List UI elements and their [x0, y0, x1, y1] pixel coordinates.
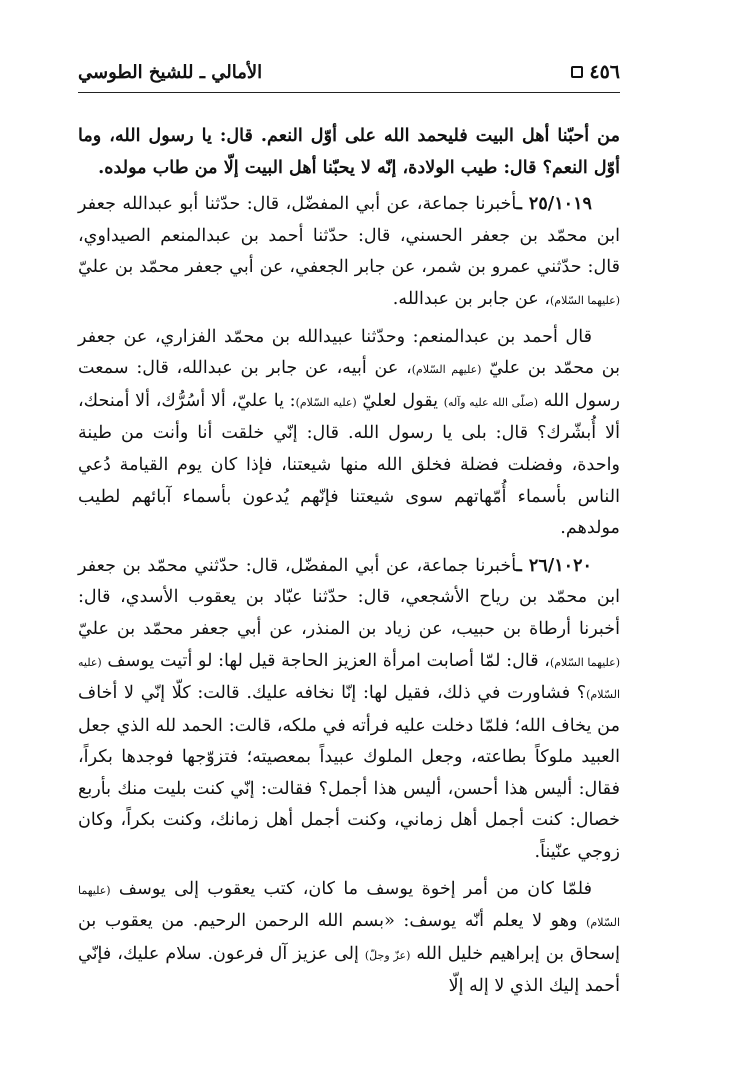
paragraph-text: أخبرنا جماعة، عن أبي المفضّل، قال: حدّثنا أبو عبدالله جعفر ابن محمّد بن جعفر الحسني، قال: حدّثنا أحمد بن عبدالمنعم الصيداوي، قال: حدّثني عمرو بن شمر، عن جابر الجعفي، عن أبي جعفر محمّد بن عليّ: [78, 194, 620, 278]
page-number: [571, 61, 620, 83]
body-text: [78, 120, 620, 1008]
paragraph-1: من أحبّنا أهل البيت فليحمد الله على أوّل النعم. قال: يا رسول الله، وما أوّل النعم؟ قال: طيب الولادة، إنّه لا يحبّنا أهل البيت إلّا من طاب مولده.: [78, 125, 620, 178]
paragraph-text: ، عن أبيه، عن جابر بن عبدالله، قال: سمعت رسول الله: [78, 358, 620, 411]
paragraph-text: ، عن جابر بن عبدالله.: [392, 288, 551, 309]
honorific: (عليه السّلام): [295, 395, 357, 409]
paragraph-text: وهو لا يعلم أنّه يوسف: «بسم الله الرحمن الرحيم. من يعقوب بن إسحاق بن إبراهيم خليل الله: [78, 911, 620, 964]
hadith-paragraph: [78, 874, 620, 1003]
page-header: [78, 52, 620, 93]
page-number-text: ٤٥٦: [589, 61, 620, 83]
hadith-number: ٢٥/١٠١٩ ـ: [516, 193, 592, 215]
paragraph-text: أخبرنا جماعة، عن أبي المفضّل، قال: حدّثني محمّد بن جعفر ابن محمّد بن رياح الأشجعي، قال: حدّثنا عبّاد بن يعقوب الأسدي، قال: أخبرنا أرطاة بن حبيب، عن زياد بن المنذر، عن أبي جعفر محمّد بن عليّ: [78, 555, 620, 639]
paragraph-text: قال أحمد بن عبدالمنعم: وحدّثنا عبيدالله بن محمّد الفزاري، عن جعفر بن محمّد بن عليّ: [78, 326, 621, 379]
honorific: (عليهما السّلام): [549, 655, 620, 669]
honorific: (عليهما السّلام): [78, 883, 621, 930]
honorific: (صلّى الله عليه وآله): [443, 395, 539, 409]
hadith-paragraph: [78, 550, 620, 869]
honorific: (عليهم السّلام): [411, 363, 482, 377]
book-title: الأمالي ـ للشيخ الطوسي: [78, 61, 263, 83]
hadith-paragraph: [78, 188, 620, 316]
paragraph-text: يقول لعليّ: [362, 390, 439, 411]
paragraph-text: : يا عليّ، ألا أسُرُّك، ألا أمنحك، ألا أُبشّرك؟ قال: بلى يا رسول الله. قال: إنّي خلقت أنا وأنت من طينة واحدة، وفضلت فضلة فخلق الله منها شيعتنا، فإذا كان يوم القيامة دُعي الناس بأسماء أُمّهاتهم سوى شيعتنا فإنّهم يُدعون بأسماء آبائهم لطيب مولدهم.: [78, 390, 620, 539]
paragraph-text: فلمّا كان من أمر إخوة يوسف ما كان، كتب يعقوب إلى يوسف: [118, 878, 592, 899]
hadith-number: ٢٦/١٠٢٠ ـ: [516, 554, 592, 576]
hadith-paragraph: [78, 322, 620, 545]
paragraph-text: ؟ فشاورت في ذلك، فقيل لها: إنّا نخافه عليك. قالت: كلّا إنّي لا أخاف من يخاف الله؛ فلمّا دخلت عليه فرأته في ملكه، قالت: الحمد لله الذي جعل العبيد ملوكاً بطاعته، وجعل الملوك عبيداً بمعصيته؛ فتزوّجها فوجدها بكراً، فقال: أليس هذا أحسن، أليس هذا أجمل؟ فقالت: إنّي كنت بليت منك بأربع خصال: كنت أجمل أهل زماني، وكنت أجمل أهل زمانك، وكنت بكراً، وكان زوجي عنّيناً.: [78, 683, 620, 863]
honorific: (عليه السّلام): [78, 655, 620, 702]
honorific: (عزّ وجلّ): [364, 948, 411, 962]
square-icon: [571, 66, 583, 78]
paragraph-text: ، قال: لمّا أصابت امرأة العزيز الحاجة قيل لها: لو أتيت يوسف: [107, 650, 550, 671]
paragraph-text: إلى عزيز آل فرعون. سلام عليك، فإنّي أحمد إليك الذي لا إله إلّا: [78, 943, 620, 997]
honorific: (عليهما السّلام): [550, 293, 620, 307]
